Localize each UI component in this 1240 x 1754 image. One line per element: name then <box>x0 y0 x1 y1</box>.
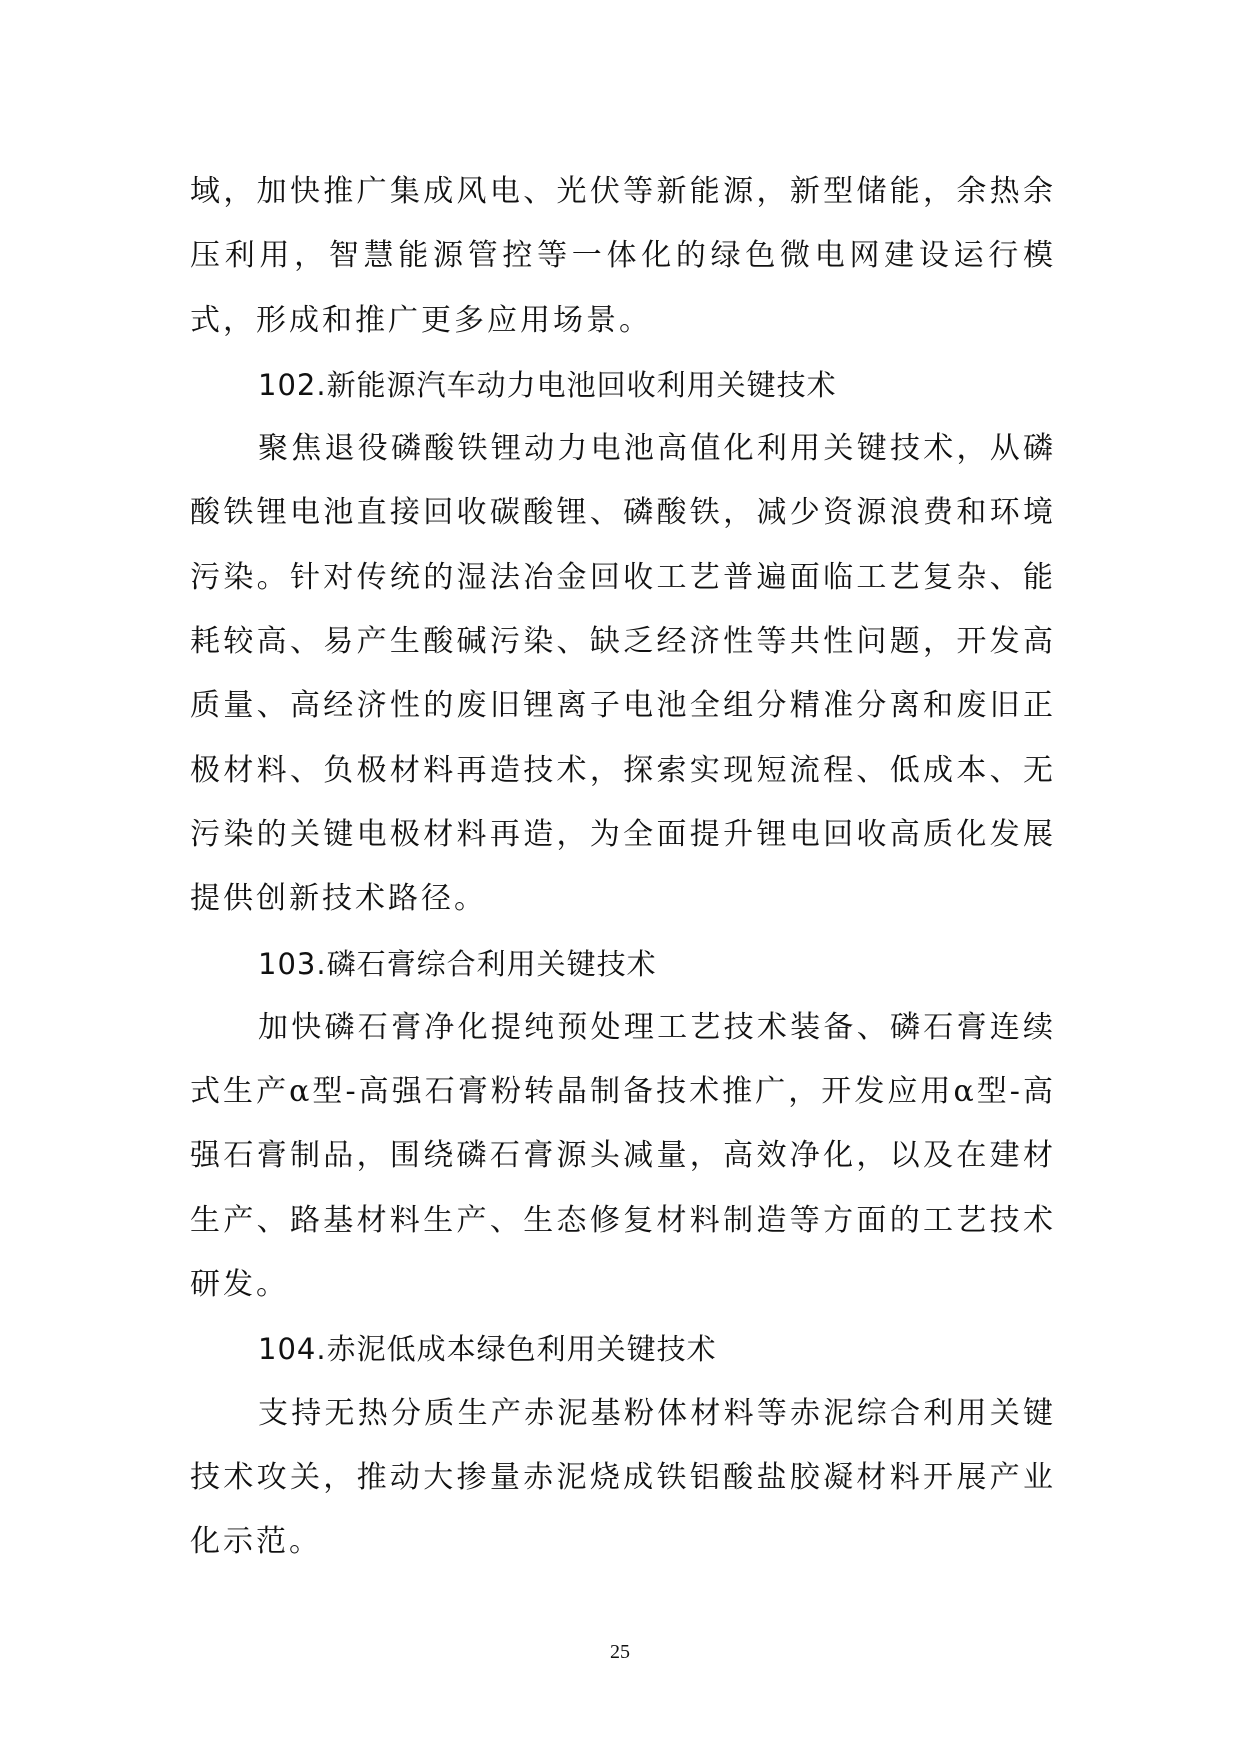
section-heading-104: 104.赤泥低成本绿色利用关键技术 <box>258 1332 717 1367</box>
paragraph-red-mud: 支持无热分质生产赤泥基粉体材料等赤泥综合利用关键技术攻关，推动大掺量赤泥烧成铁铝酸盐胶凝材料开展产业化示范。 <box>190 1395 1056 1560</box>
paragraph-phosphogypsum: 加快磷石膏净化提纯预处理工艺技术装备、磷石膏连续式生产α型-高强石膏粉转晶制备技术推广，开发应用α型-高强石膏制品，围绕磷石膏源头减量，高效净化，以及在建材生产、路基材料生产、生态修复材料制造等方面的工艺技术研发。 <box>190 1009 1056 1303</box>
section-heading-103: 103.磷石膏综合利用关键技术 <box>258 946 657 981</box>
section-heading-102: 102.新能源汽车动力电池回收利用关键技术 <box>258 367 837 402</box>
page-number: 25 <box>610 1641 630 1663</box>
paragraph-battery-recycling: 聚焦退役磷酸铁锂动力电池高值化利用关键技术，从磷酸铁锂电池直接回收碳酸锂、磷酸铁，减少资源浪费和环境污染。针对传统的湿法冶金回收工艺普遍面临工艺复杂、能耗较高、易产生酸碱污染、缺乏经济性等共性问题，开发高质量、高经济性的废旧锂离子电池全组分精准分离和废旧正极材料、负极材料再造技术，探索实现短流程、低成本、无污染的关键电极材料再造，为全面提升锂电回收高质化发展提供创新技术路径。 <box>190 431 1056 917</box>
document-body <box>190 160 1056 1575</box>
paragraph-continuation: 域，加快推广集成风电、光伏等新能源，新型储能，余热余压利用，智慧能源管控等一体化的绿色微电网建设运行模式，形成和推广更多应用场景。 <box>190 174 1056 338</box>
